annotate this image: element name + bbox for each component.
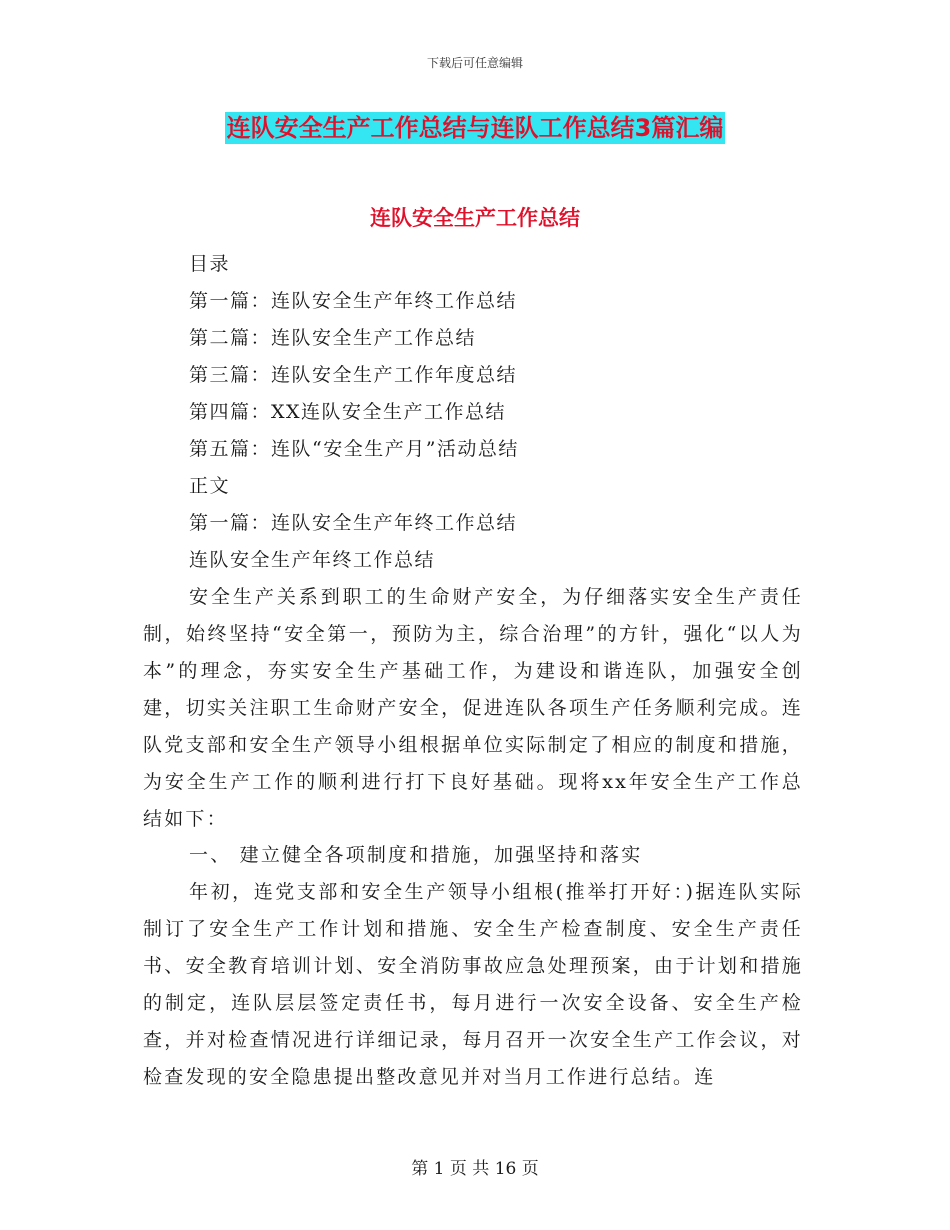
document-title-container [0, 112, 950, 144]
heading-text: 一、 建立健全各项制度和措施，加强坚持和落实 [189, 844, 643, 866]
download-note: 下载后可任意编辑 [426, 56, 523, 70]
toc-item-2: 第二篇：连队安全生产工作总结 [189, 327, 477, 349]
page-indicator: 第 1 页 共 16 页 [411, 1159, 539, 1179]
toc-heading: 目录 [189, 253, 231, 275]
toc-item-1: 第一篇：连队安全生产年终工作总结 [189, 290, 518, 312]
table-of-contents [189, 246, 519, 579]
document-title: 连队安全生产工作总结与连队工作总结3篇汇编 [226, 114, 724, 142]
part-one-subtitle: 连队安全生产年终工作总结 [189, 549, 436, 571]
paragraph-text: 年初，连党支部和安全生产领导小组根(推举打开好：)据连队实际制订了安全生产工作计划和措施、安全生产检查制度、安全生产责任书、安全教育培训计划、安全消防事故应急处理预案，由于计划和措施的制定，连队层层签定责任书，每月进行一次安全设备、安全生产检查，并对检查情况进行详细记录，每月召开一次安全生产工作会议，对检查发现的安全隐患提出整改意见并对当月工作进行总结。连 [143, 881, 803, 1088]
body-paragraph-1 [143, 579, 803, 838]
section-title: 连队安全生产工作总结 [370, 206, 580, 230]
paragraph-text: 安全生产关系到职工的生命财产安全，为仔细落实安全生产责任制，始终坚持“安全第一，预防为主，综合治理”的方针，强化“以人为本”的理念，夯实安全生产基础工作，为建设和谐连队，加强安全创建，切实关注职工生命财产安全，促进连队各项生产任务顺利完成。连队党支部和安全生产领导小组根据单位实际制定了相应的制度和措施，为安全生产工作的顺利进行打下良好基础。现将xx年安全生产工作总结如下： [143, 586, 803, 830]
body-heading-1 [143, 837, 803, 874]
part-one-heading: 第一篇：连队安全生产年终工作总结 [189, 512, 518, 534]
toc-item-4: 第四篇：XX连队安全生产工作总结 [189, 401, 507, 423]
body-paragraph-2 [143, 874, 803, 1096]
toc-item-3: 第三篇：连队安全生产工作年度总结 [189, 364, 518, 386]
main-text-heading: 正文 [189, 475, 231, 497]
toc-item-5: 第五篇：连队“安全生产月”活动总结 [189, 438, 519, 460]
